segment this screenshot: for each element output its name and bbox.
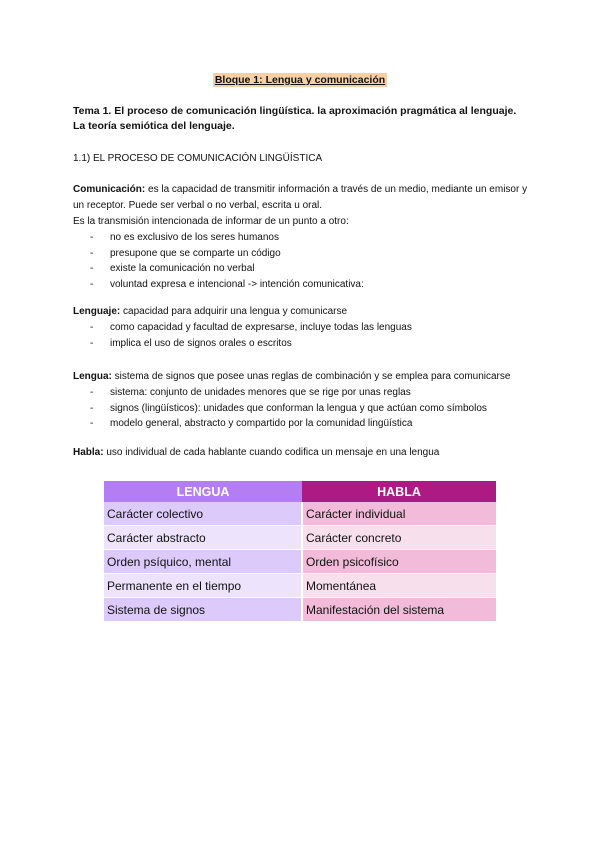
habla-paragraph [73,445,531,461]
tema-heading: Tema 1. El proceso de comunicación lingüística. la aproximación pragmática al lenguaje. La teoría semiótica del lenguaje. [73,105,517,132]
comunicacion-section [73,182,531,292]
lenguaje-term: Lenguaje: [73,306,121,317]
table-row [104,502,496,526]
cell-habla: Carácter individual [302,502,496,526]
table-row [104,526,496,550]
list-item: - como capacidad y facultad de expresarse, incluye todas las lenguas [73,320,531,336]
list-item: - sistema: conjunto de unidades menores que se rige por unas reglas [73,385,531,401]
comparison-table [104,481,496,622]
list-item: - existe la comunicación no verbal [73,261,531,277]
cell-habla: Manifestación del sistema [302,598,496,622]
cell-lengua: Carácter colectivo [104,502,302,526]
cell-habla: Carácter concreto [302,526,496,550]
list-item: - implica el uso de signos orales o escritos [73,336,531,352]
cell-habla: Orden psicofísico [302,550,496,574]
comunicacion-line2: Es la transmisión intencionada de informar de un punto a otro: [73,216,349,227]
table-row [104,598,496,622]
cell-lengua: Permanente en el tiempo [104,574,302,598]
lengua-term: Lengua: [73,371,112,382]
title-wrap [0,70,600,88]
lengua-definition: sistema de signos que posee unas reglas de combinación y se emplea para comunicarse [111,371,511,382]
habla-definition: uso individual de cada hablante cuando codifica un mensaje en una lengua [103,447,440,458]
list-item: - signos (lingüísticos): unidades que conforman la lengua y que actúan como símbolos [73,401,531,417]
lengua-section [73,369,531,432]
cell-lengua: Sistema de signos [104,598,302,622]
comunicacion-paragraph [73,182,531,214]
header-lengua: LENGUA [104,481,302,502]
section-heading: 1.1) EL PROCESO DE COMUNICACIÓN LINGÜÍSTICA [73,153,323,164]
table-row [104,574,496,598]
cell-lengua: Orden psíquico, mental [104,550,302,574]
lenguaje-list [73,320,531,351]
lenguaje-section [73,304,531,351]
comunicacion-term: Comunicación: [73,184,146,195]
header-habla: HABLA [302,481,496,502]
comunicacion-definition: es la capacidad de transmitir información a través de un medio, mediante un emisor y un receptor. Puede ser verbal o no verbal, escrita u oral. [73,184,528,211]
list-item: - voluntad expresa e intencional -> intención comunicativa: [73,277,531,293]
page-title: Bloque 1: Lengua y comunicación [214,74,386,86]
cell-lengua: Carácter abstracto [104,526,302,550]
lenguaje-paragraph [73,304,531,320]
lenguaje-definition: capacidad para adquirir una lengua y comunicarse [120,306,348,317]
list-item: - no es exclusivo de los seres humanos [73,230,531,246]
habla-term: Habla: [73,447,104,458]
habla-section [73,445,531,461]
cell-habla: Momentánea [302,574,496,598]
lengua-paragraph [73,369,531,385]
list-item: - presupone que se comparte un código [73,246,531,262]
list-item: - modelo general, abstracto y compartido por la comunidad lingüística [73,416,531,432]
table-header-row [104,481,496,502]
table-row [104,550,496,574]
lengua-list [73,385,531,432]
comunicacion-list [73,230,531,292]
